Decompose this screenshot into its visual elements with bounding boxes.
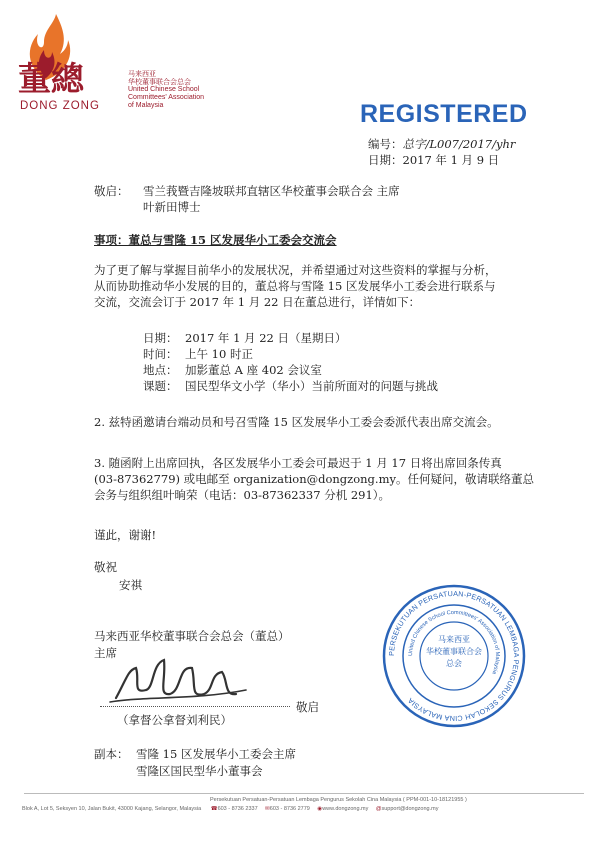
email-icon: @: [375, 806, 382, 812]
org-name-block: [128, 70, 204, 110]
reference-label: 编号：: [368, 137, 403, 151]
org-name-line: of Malaysia: [128, 102, 164, 109]
paragraph-intro: [94, 262, 497, 310]
org-name-line: Committees' Association: [128, 94, 205, 101]
logo: [16, 12, 246, 132]
official-seal: [380, 582, 528, 730]
footer-email[interactable]: support@dongzong.my: [381, 806, 439, 812]
subject: 事项：董总与雪隆 15 区发展华小工委会交流会: [94, 233, 337, 247]
detail-value: 上午 10 时正: [185, 347, 253, 361]
footer-divider: [24, 793, 584, 794]
recipient-name: 叶新田博士: [143, 200, 201, 214]
signature-line: [100, 706, 290, 707]
paragraph-reply: [94, 455, 534, 503]
date-label: 日期：: [368, 153, 403, 167]
footer-org-line: Persekutuan Persatuan-Persatuan Lembaga Pengurus Sekolah Cina Malaysia ( PPM-001-10-18121955 ): [210, 797, 467, 803]
seal-center: [424, 634, 484, 670]
salutation: 敬启：: [94, 184, 129, 198]
detail-value: 2017 年 1 月 22 日（星期日）: [185, 331, 347, 345]
detail-label: 课题：: [143, 379, 178, 393]
paragraph-line: 从而协助推动华小发展的目的，董总将与雪隆 15 区发展华小工委会进行联系与: [94, 279, 496, 293]
seal-ring-text: PERSEKUTUAN PERSATUAN-PERSATUAN LEMBAGA PENGURUS SEKOLAH CINA MALAYSIA: [386, 588, 522, 724]
footer-address: Blok A, Lot 5, Seksyen 10, Jalan Bukit, 43000 Kajang, Selangor, Malaysia: [22, 806, 202, 812]
registered-stamp: REGISTERED: [360, 100, 528, 128]
footer-contacts: [22, 806, 582, 812]
closing-org: 马来西亚华校董事联合会总会（董总）: [94, 629, 290, 643]
paragraph-line: 3. 随函附上出席回执，各区发展华小工委会可最迟于 1 月 17 日将出席回条传真: [94, 456, 502, 470]
cc-label: 副本：: [94, 747, 129, 761]
closing-wish: 安祺: [119, 578, 142, 592]
reference-value: 总字/L007/2017/yhr: [402, 137, 516, 151]
meeting-details: [143, 330, 438, 394]
detail-row: [143, 346, 438, 362]
seal-center-line: 华校董事联合会: [426, 647, 482, 656]
paragraph-invitation: 2. 兹特函邀请台端动员和号召雪隆 15 区发展华小工委会委派代表出席交流会。: [94, 415, 499, 429]
detail-value: 加影董总 A 座 402 会议室: [185, 363, 322, 377]
logo-english: DONG ZONG: [20, 100, 100, 112]
detail-value: 国民型华文小学（华小）当前所面对的问题与挑战: [185, 379, 438, 393]
footer-fax: 603 - 8736 2779: [269, 806, 310, 812]
signature: [106, 650, 256, 710]
seal-center-line: 马来西亚: [438, 635, 470, 644]
phone-icon: ☎: [210, 806, 218, 812]
detail-label: 时间：: [143, 347, 178, 361]
paragraph-line: 交流，交流会订于 2017 年 1 月 22 日在董总进行，详情如下：: [94, 295, 421, 309]
closing-position: 主席: [94, 646, 117, 660]
org-name-line: 马来西亚: [128, 70, 156, 78]
date-value: 2017 年 1 月 9 日: [402, 153, 500, 167]
org-name-line: United Chinese School: [128, 86, 200, 93]
logo-title: 董總: [18, 59, 84, 98]
cc-recipient: 雪隆区国民型华小董事会: [136, 764, 263, 778]
detail-row: [143, 378, 438, 394]
fax-icon: ✉: [265, 806, 270, 812]
footer-website[interactable]: www.dongzong.my: [322, 806, 369, 812]
paragraph-line: 会务与组织组叶晌荣（电话：03-87362337 分机 291）。: [94, 488, 391, 502]
reference-number: [368, 136, 515, 152]
detail-row: [143, 330, 438, 346]
thanks: 谨此，谢谢!: [94, 528, 157, 542]
detail-label: 日期：: [143, 331, 178, 345]
paragraph-line: 为了更了解与掌握目前华小的发展状况，并希望通过对这些资料的掌握与分析，: [94, 263, 497, 277]
recipient-line: 雪兰莪暨吉隆坡联邦直辖区华校董事会联合会 主席: [143, 184, 400, 198]
footer-phone: 603 - 8736 2337: [217, 806, 258, 812]
signer-name: （拿督公拿督刘利民）: [117, 713, 232, 727]
org-name-line: 华校董事联合会总会: [128, 78, 191, 86]
closing-regards: 敬祝: [94, 560, 117, 574]
detail-label: 地点：: [143, 363, 178, 377]
seal-center-line: 总会: [446, 659, 462, 668]
web-icon: ◉: [317, 806, 323, 812]
paragraph-line: (03-87362779) 或电邮至 organization@dongzong.my。任何疑问，敬请联络董总: [94, 472, 534, 486]
letter-date: [368, 152, 499, 168]
cc-recipient: 雪隆 15 区发展华小工委会主席: [136, 747, 296, 761]
seal-inner-ring-text: United Chinese School Committees' Association of Malaysia: [407, 609, 501, 675]
detail-row: [143, 362, 438, 378]
sign-off: 敬启: [296, 700, 319, 714]
